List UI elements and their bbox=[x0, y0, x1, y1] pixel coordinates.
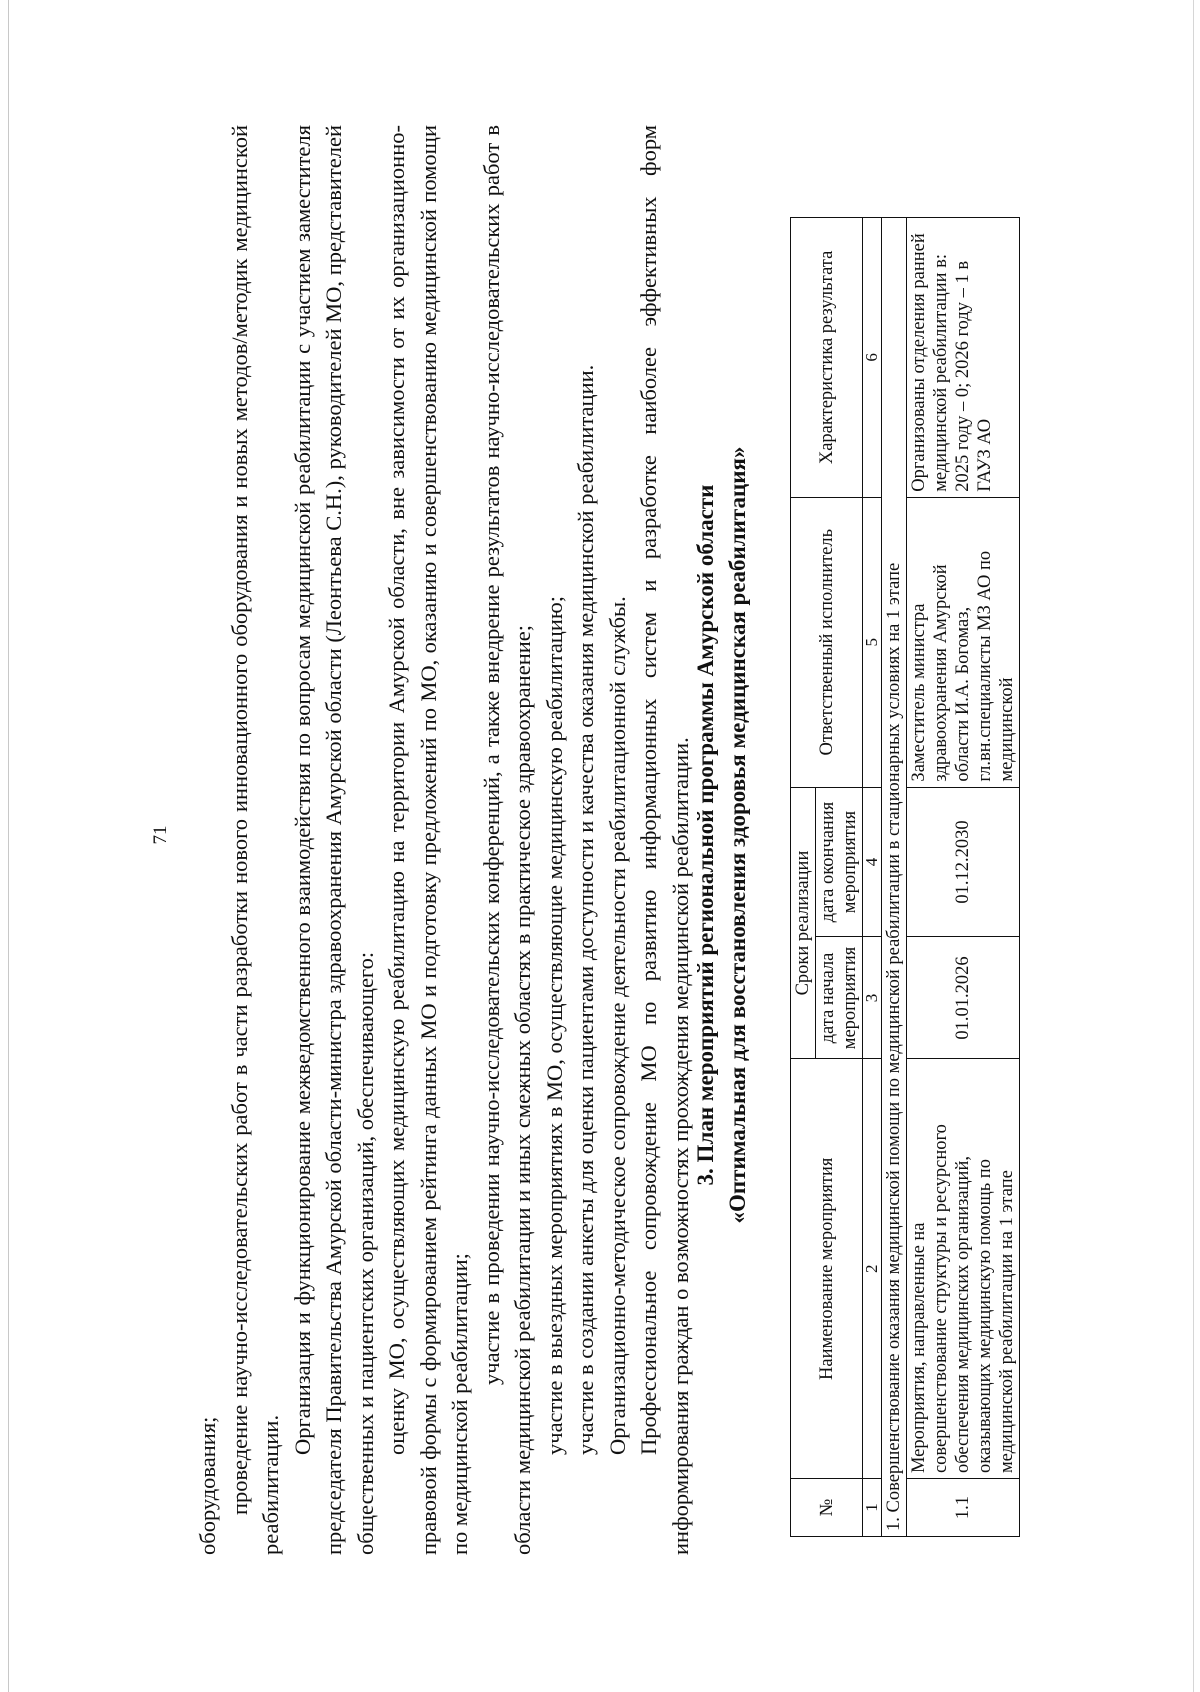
paragraph: Профессиональное сопровождение МО по развитию информационных систем и разработке наиболее эффективных форм информирования граждан о возможностях прохождения медицинской реабилитации. bbox=[636, 125, 693, 1555]
column-number: 3 bbox=[863, 937, 882, 1059]
group-row bbox=[882, 218, 907, 1537]
column-number: 2 bbox=[863, 1059, 882, 1479]
paragraph: участие в создании анкеты для оценки пациентами доступности и качества оказания медицинской реабилитации. bbox=[573, 364, 598, 1455]
column-number-row bbox=[863, 218, 882, 1537]
column-number: 5 bbox=[863, 497, 882, 787]
body-text bbox=[192, 125, 696, 1555]
header-executor: Ответственный исполнитель bbox=[791, 497, 863, 787]
header-end: дата окончания мероприятия bbox=[816, 787, 863, 937]
header-start: дата начала мероприятия bbox=[816, 937, 863, 1059]
header-result: Характеристика результата bbox=[791, 218, 863, 498]
row-end-date: 01.12.2030 bbox=[907, 787, 1020, 937]
section-subtitle: «Оптимальная для восстановления здоровья медицинская реабилитация» bbox=[725, 446, 750, 1224]
row-result: Организованы отделения ранней медицинской реабилитации в: 2025 году – 0; 2026 году – 1 в ГАУЗ АО bbox=[907, 218, 1020, 498]
document-page bbox=[150, 115, 1070, 1555]
column-number: 4 bbox=[863, 787, 882, 937]
scan-edge-left bbox=[8, 0, 9, 1692]
paragraph: Организационно-методическое сопровождение деятельности реабилитационной службы. bbox=[604, 596, 630, 1455]
row-start-date: 01.01.2026 bbox=[907, 937, 1020, 1059]
table-row bbox=[907, 218, 1020, 1537]
scan-edge-right bbox=[1193, 0, 1194, 1692]
section-heading bbox=[690, 115, 754, 1555]
paragraph: проведение научно-исследовательских работ в части разработки нового инновационного оборудования и новых методов/методик медицинской реабилитации. bbox=[226, 125, 283, 1555]
page-number: 71 bbox=[150, 825, 171, 845]
paragraph: Организация и функционирование межведомственного взаимодействия по вопросам медицинской реабилитации с участием заместителя председателя Правительства Амурской области-министра здравоохранения Амурской области (Леонтьева С.Н.), руководителей МО, представителей общественных и пациентских организаций, обеспечивающего: bbox=[289, 125, 378, 1555]
group-row-label: 1. Совершенствование оказания медицинской помощи по медицинской реабилитации в стационарных условиях на 1 этапе bbox=[882, 218, 907, 1537]
row-name: Мероприятия, направленные на совершенствование структуры и ресурсного обеспечения медицинских организаций, оказывающих медицинскую помощь по медицинской реабилитации на 1 этапе bbox=[907, 1059, 1020, 1479]
paragraph: участие в выездных мероприятиях в МО, осуществляющие медицинскую реабилитацию; bbox=[541, 596, 567, 1455]
paragraph: оценку МО, осуществляющих медицинскую реабилитацию на территории Амурской области, вне зависимости от их организационно-правовой формы с формированием рейтинга данных МО и подготовку предложений по МО, оказанию и совершенствованию медицинской помощи по медицинской реабилитации; bbox=[384, 125, 472, 1555]
plan-table bbox=[790, 217, 1020, 1537]
header-name: Наименование мероприятия bbox=[791, 1059, 863, 1479]
row-num: 1.1 bbox=[907, 1479, 1020, 1537]
column-number: 1 bbox=[863, 1479, 882, 1537]
paragraph: участие в проведении научно-исследовательских конференций, а также внедрение результатов научно-исследовательских работ в области медицинской реабилитации и иных смежных областях в практическое здравоохранение; bbox=[478, 125, 535, 1555]
column-number: 6 bbox=[863, 218, 882, 498]
row-executor: Заместитель министра здравоохранения Амурской области И.А. Богомаз, гл.вн.специалисты МЗ АО по медицинской bbox=[907, 497, 1020, 787]
header-num: № bbox=[791, 1479, 863, 1537]
header-terms: Сроки реализации bbox=[791, 787, 816, 1059]
section-title: 3. План мероприятий региональной программы Амурской области bbox=[693, 484, 718, 1186]
paragraph: оборудования; bbox=[195, 1416, 220, 1555]
